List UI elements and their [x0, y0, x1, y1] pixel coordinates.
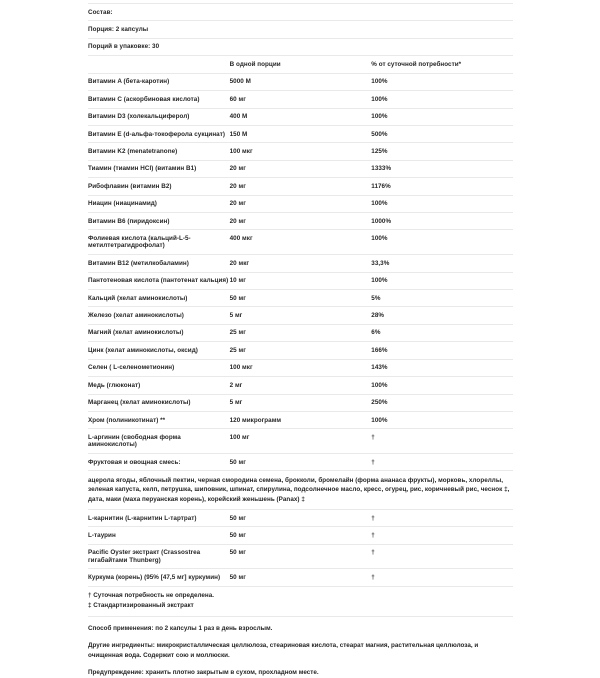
nutrient-amount: 5 мг: [230, 307, 372, 324]
nutrient-daily-value: †: [371, 544, 513, 569]
nutrient-amount: 20 мг: [230, 178, 372, 195]
nutrient-daily-value: 28%: [371, 307, 513, 324]
title-row: [88, 4, 513, 21]
blend-ingredients-text: ацерола ягоды, яблочный пектин, черная смородина семена, брокколи, бромелайн (форма ананаса фрукты), морковь, хлореллы, зеленая капуста, келп, петрушка, шиповник, шпинат, спирулина, подсолнечное масло, кресс, огурец, рис, коричневый рис, чеснок ‡, дата, маки (маха перуанская корень), корейский женьшень (Panax) ‡: [88, 471, 513, 510]
table-row: [88, 307, 513, 324]
nutrient-name: Витамин B12 (метилкобаламин): [88, 255, 230, 272]
nutrient-amount: 400 мкг: [230, 230, 372, 255]
table-row: [88, 125, 513, 142]
nutrient-amount: 100 мкг: [230, 359, 372, 376]
nutrient-daily-value: †: [371, 509, 513, 526]
other-ingredients-text: Другие ингредиенты: микрокристаллическая целлюлоза, стеариновая кислота, стеарат магния, растительная целлюлоза, и очищенная вода. Содержит сою и моллюски.: [88, 642, 479, 659]
nutrient-amount: 50 мг: [230, 509, 372, 526]
servings-per-container-text: Порций в упаковке: 30: [88, 38, 513, 55]
directions-text: Способ применения: по 2 капсулы 1 раз в день взрослым.: [88, 624, 273, 632]
nutrient-name: Селен ( L-селенометионин): [88, 359, 230, 376]
nutrient-daily-value: 100%: [371, 91, 513, 108]
nutrient-name: Ниацин (ниацинамид): [88, 195, 230, 212]
table-row: [88, 544, 513, 569]
nutrient-name: Витамин B6 (пиридоксин): [88, 213, 230, 230]
column-header-amount: В одной порции: [230, 56, 372, 73]
nutrient-daily-value: 1000%: [371, 213, 513, 230]
nutrient-daily-value: 100%: [371, 377, 513, 394]
supplement-facts-panel: [88, 3, 513, 678]
nutrient-name: Витамин Е (d-альфа-токоферола сукцинат): [88, 125, 230, 142]
nutrient-daily-value: 100%: [371, 195, 513, 212]
nutrient-amount: 5000 М: [230, 73, 372, 90]
nutrient-name: Витамин K2 (menatetranone): [88, 143, 230, 160]
nutrient-daily-value: †: [371, 454, 513, 471]
composition-title: Состав:: [88, 4, 513, 21]
table-row: [88, 289, 513, 306]
table-row: [88, 73, 513, 90]
nutrient-name: L-таурин: [88, 527, 230, 544]
table-row: [88, 454, 513, 471]
nutrient-amount: 60 мг: [230, 91, 372, 108]
nutrient-daily-value: 100%: [371, 272, 513, 289]
table-row: [88, 324, 513, 341]
nutrient-name: Фолиевая кислота (кальций-L-5-метилтетрагидрофолат): [88, 230, 230, 255]
table-row: [88, 527, 513, 544]
nutrient-amount: 100 мг: [230, 429, 372, 454]
table-row: [88, 429, 513, 454]
nutrient-name: Магний (хелат аминокислоты): [88, 324, 230, 341]
nutrient-name: Пантотеновая кислота (пантотенат кальция): [88, 272, 230, 289]
nutrient-daily-value: 100%: [371, 411, 513, 428]
footnotes-block: [88, 586, 513, 616]
nutrient-daily-value: 125%: [371, 143, 513, 160]
footnote-double-dagger: ‡ Стандартизированный экстракт: [88, 602, 194, 610]
nutrient-daily-value: 250%: [371, 394, 513, 411]
nutrient-daily-value: 5%: [371, 289, 513, 306]
nutrient-amount: 5 мг: [230, 394, 372, 411]
table-row: [88, 394, 513, 411]
table-body: [88, 4, 513, 586]
nutrient-amount: 20 мг: [230, 195, 372, 212]
nutrient-name: Рибофлавин (витамин B2): [88, 178, 230, 195]
nutrient-amount: 50 мг: [230, 544, 372, 569]
warning-text: Предупреждение: хранить плотно закрытым в сухом, прохладном месте.: [88, 669, 319, 677]
table-row: [88, 143, 513, 160]
nutrient-amount: 50 мг: [230, 289, 372, 306]
nutrient-daily-value: 100%: [371, 73, 513, 90]
table-row: [88, 108, 513, 125]
nutrient-daily-value: 143%: [371, 359, 513, 376]
nutrient-name: Витамин D3 (холекальциферол): [88, 108, 230, 125]
blend-ingredients-row: [88, 471, 513, 510]
nutrient-amount: 400 М: [230, 108, 372, 125]
nutrient-amount: 20 мкг: [230, 255, 372, 272]
table-row: [88, 377, 513, 394]
nutrient-amount: 20 мг: [230, 160, 372, 177]
nutrient-daily-value: 1333%: [371, 160, 513, 177]
nutrient-daily-value: 1176%: [371, 178, 513, 195]
nutrient-amount: 150 М: [230, 125, 372, 142]
nutrient-daily-value: 6%: [371, 324, 513, 341]
servings-per-container-row: [88, 38, 513, 55]
table-row: [88, 160, 513, 177]
nutrient-name: Фруктовая и овощная смесь:: [88, 454, 230, 471]
table-row: [88, 569, 513, 586]
table-row: [88, 411, 513, 428]
nutrient-daily-value: 100%: [371, 108, 513, 125]
serving-size-text: Порция: 2 капсулы: [88, 21, 513, 38]
nutrient-name: Витамин A (бета-каротин): [88, 73, 230, 90]
table-row: [88, 359, 513, 376]
column-header-name: [88, 56, 230, 73]
nutrient-name: Pacific Oyster экстракт (Crassostrea гигабайтами Thunberg): [88, 544, 230, 569]
nutrient-name: Марганец (хелат аминокислоты): [88, 394, 230, 411]
nutrient-daily-value: †: [371, 569, 513, 586]
nutrient-name: Тиамин (тиамин HCI) (витамин B1): [88, 160, 230, 177]
nutrient-name: L-карнитин (L-карнитин L-тартрат): [88, 509, 230, 526]
nutrient-amount: 25 мг: [230, 324, 372, 341]
column-header-daily-value: % от суточной потребности*: [371, 56, 513, 73]
table-row: [88, 342, 513, 359]
table-row: [88, 91, 513, 108]
nutrient-amount: 25 мг: [230, 342, 372, 359]
nutrient-daily-value: 100%: [371, 230, 513, 255]
nutrient-daily-value: 33,3%: [371, 255, 513, 272]
table-row: [88, 230, 513, 255]
nutrient-name: Железо (хелат аминокислоты): [88, 307, 230, 324]
nutrient-amount: 120 микрограмм: [230, 411, 372, 428]
nutrient-daily-value: 500%: [371, 125, 513, 142]
table-header-row: [88, 56, 513, 73]
serving-size-row: [88, 21, 513, 38]
table-row: [88, 213, 513, 230]
table-row: [88, 195, 513, 212]
nutrient-name: Хром (полиникотинат) **: [88, 411, 230, 428]
label-tail-block: [88, 616, 513, 678]
nutrient-name: Цинк (хелат аминокислоты, оксид): [88, 342, 230, 359]
nutrient-amount: 20 мг: [230, 213, 372, 230]
nutrient-name: Кальций (хелат аминокислоты): [88, 289, 230, 306]
table-row: [88, 178, 513, 195]
nutrient-amount: 10 мг: [230, 272, 372, 289]
nutrient-daily-value: †: [371, 429, 513, 454]
table-row: [88, 272, 513, 289]
footnote-dagger: † Суточная потребность не определена.: [88, 592, 214, 600]
nutrient-amount: 50 мг: [230, 454, 372, 471]
nutrient-amount: 2 мг: [230, 377, 372, 394]
nutrient-name: L-аргинин (свободная форма аминокислоты): [88, 429, 230, 454]
supplement-facts-table: [88, 3, 513, 586]
nutrient-name: Медь (глюконат): [88, 377, 230, 394]
nutrient-daily-value: 166%: [371, 342, 513, 359]
table-row: [88, 509, 513, 526]
nutrient-name: Куркума (корень) (95% [47,5 мг] куркумин): [88, 569, 230, 586]
table-row: [88, 255, 513, 272]
nutrient-daily-value: †: [371, 527, 513, 544]
nutrient-amount: 50 мг: [230, 569, 372, 586]
nutrient-amount: 100 мкг: [230, 143, 372, 160]
nutrient-name: Витамин C (аскорбиновая кислота): [88, 91, 230, 108]
nutrient-amount: 50 мг: [230, 527, 372, 544]
